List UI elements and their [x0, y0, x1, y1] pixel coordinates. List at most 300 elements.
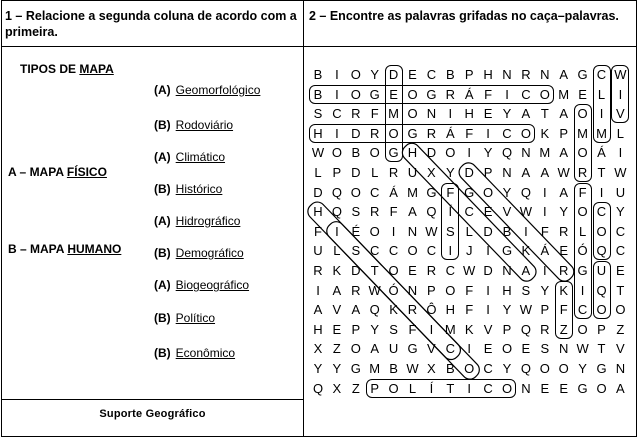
grid-letter: E [540, 380, 550, 396]
found-word-ring [574, 183, 592, 320]
grid-letter: S [351, 243, 361, 259]
grid-letter: I [599, 184, 604, 200]
match-option [154, 278, 249, 292]
grid-letter: C [596, 67, 607, 82]
match-option-name: Histórico [175, 182, 223, 196]
grid-letter: Y [616, 204, 625, 220]
grid-letter: O [501, 341, 513, 357]
grid-letter: T [597, 341, 606, 357]
grid-letter: G [577, 67, 588, 82]
grid-letter: Á [389, 184, 398, 200]
grid-letter: E [483, 204, 493, 220]
grid-letter: R [426, 263, 437, 278]
grid-letter: X [313, 341, 323, 357]
grid-letter: F [465, 125, 474, 141]
grid-letter: Z [616, 321, 625, 337]
grid-letter: R [445, 86, 455, 102]
grid-letter: S [521, 282, 531, 298]
tipos-title-text: TIPOS DE [20, 62, 80, 76]
grid-letter: K [559, 282, 569, 298]
match-option-key: (A) [154, 150, 171, 164]
grid-letter: W [406, 361, 419, 376]
grid-letter: O [596, 223, 607, 239]
grid-letter: N [407, 223, 418, 239]
grid-letter: O [596, 380, 607, 396]
grid-letter: C [426, 67, 437, 82]
grid-letter: V [427, 341, 436, 357]
grid-letter: K [389, 302, 398, 318]
grid-letter: O [577, 106, 588, 122]
grid-letter: G [369, 86, 380, 102]
match-option [154, 150, 225, 164]
grid-letter: Z [332, 341, 341, 357]
grid-letter: C [521, 86, 531, 102]
grid-letter: O [407, 106, 418, 122]
grid-letter: I [448, 106, 453, 122]
grid-letter: L [333, 243, 341, 259]
grid-letter: D [351, 263, 361, 278]
grid-letter: Q [312, 380, 324, 396]
grid-letter: O [445, 282, 456, 298]
grid-letter: F [408, 321, 417, 337]
grid-letter: B [313, 67, 323, 82]
grid-letter: L [314, 165, 322, 180]
grid-letter: F [559, 302, 568, 318]
grid-letter: U [313, 243, 323, 259]
grid-letter: Ô [426, 302, 437, 318]
grid-letter: L [616, 125, 624, 141]
grid-letter: O [388, 125, 399, 141]
grid-letter: I [335, 67, 339, 82]
grid-letter: C [596, 204, 607, 220]
grid-letter: E [408, 67, 417, 82]
grid-letter: I [524, 223, 528, 239]
grid-letter: A [559, 184, 569, 200]
option-b-word: HUMANO [67, 242, 122, 256]
grid-letter: G [388, 145, 399, 161]
match-option-key: (A) [154, 83, 171, 97]
grid-letter: D [464, 165, 474, 180]
grid-letter: Í [448, 204, 453, 220]
grid-letter: B [445, 67, 455, 82]
footer-divider [1, 399, 304, 400]
grid-letter: C [388, 243, 399, 259]
grid-letter: R [351, 282, 361, 298]
grid-letter: A [521, 165, 531, 180]
grid-letter: E [521, 341, 531, 357]
grid-letter: I [391, 223, 396, 239]
match-option-name: Geomorfológico [175, 83, 261, 97]
grid-letter: A [540, 165, 550, 180]
grid-letter: X [427, 165, 436, 180]
grid-letter: O [539, 86, 550, 102]
found-word-ring [385, 65, 403, 162]
grid-letter: C [369, 243, 380, 259]
grid-letter: O [388, 263, 399, 278]
grid-letter: X [332, 380, 342, 396]
grid-letter: Á [464, 86, 474, 102]
grid-letter: E [616, 263, 625, 278]
grid-letter: T [370, 263, 379, 278]
found-word-ring [593, 65, 611, 143]
grid-letter: G [426, 184, 437, 200]
grid-letter: O [407, 86, 418, 102]
match-option [154, 346, 235, 360]
grid-letter: O [483, 184, 494, 200]
grid-letter: O [577, 321, 588, 337]
grid-letter: Á [597, 145, 606, 161]
found-word-ring [366, 379, 516, 398]
match-option-name: Político [175, 311, 216, 325]
grid-letter: U [388, 341, 399, 357]
grid-letter: K [464, 321, 474, 337]
grid-letter: O [615, 302, 626, 318]
grid-letter: A [521, 106, 531, 122]
grid-letter: I [335, 125, 339, 141]
grid-letter: Z [559, 321, 568, 337]
grid-letter: I [467, 380, 471, 396]
grid-letter: P [559, 125, 569, 141]
grid-letter: B [389, 361, 398, 376]
grid-letter: O [577, 204, 588, 220]
grid-letter: G [407, 341, 418, 357]
grid-letter: G [350, 361, 361, 376]
match-option-key: (B) [154, 118, 171, 132]
grid-letter: D [483, 223, 493, 239]
grid-letter: H [502, 282, 512, 298]
grid-letter: X [427, 361, 436, 376]
grid-letter: E [332, 321, 342, 337]
grid-letter: Y [370, 67, 380, 82]
grid-letter: U [596, 263, 607, 278]
grid-letter: G [577, 263, 588, 278]
grid-letter: M [539, 145, 551, 161]
grid-letter: P [464, 67, 474, 82]
grid-letter: P [483, 165, 493, 180]
grid-letter: B [313, 86, 323, 102]
grid-letter: R [388, 165, 399, 180]
grid-letter: P [427, 282, 436, 298]
grid-letter: S [445, 223, 455, 239]
grid-letter: A [521, 263, 531, 278]
option-a-word: FÍSICO [66, 165, 107, 179]
grid-letter: W [557, 165, 570, 180]
grid-letter: I [542, 263, 547, 278]
grid-letter: I [486, 243, 490, 259]
word-search-grid [306, 64, 634, 412]
grid-letter: N [521, 145, 531, 161]
grid-letter: B [445, 361, 455, 376]
grid-letter: O [331, 145, 342, 161]
grid-letter: F [484, 86, 493, 102]
question-1-header: 1 – Relacione a segunda coluna de acordo com a primeira. [5, 9, 297, 39]
grid-letter: O [596, 302, 607, 318]
match-option [154, 311, 215, 325]
grid-letter: A [313, 302, 323, 318]
grid-letter: M [407, 184, 418, 200]
grid-letter: R [369, 125, 380, 141]
grid-letter: P [540, 302, 550, 318]
grid-letter: B [502, 223, 512, 239]
grid-letter: Z [351, 380, 360, 396]
grid-letter: I [429, 321, 434, 337]
grid-letter: G [426, 86, 437, 102]
grid-letter: O [350, 86, 361, 102]
grid-letter: E [559, 243, 569, 259]
grid-letter: M [388, 106, 400, 122]
grid-letter: D [313, 184, 323, 200]
grid-letter: E [408, 263, 417, 278]
grid-letter: C [483, 361, 493, 376]
grid-letter: O [369, 223, 380, 239]
grid-letter: Q [426, 204, 437, 220]
grid-letter: R [577, 165, 588, 180]
grid-letter: A [408, 204, 417, 220]
found-word-ring [555, 281, 573, 339]
found-word-ring [309, 85, 554, 104]
grid-letter: J [465, 243, 473, 259]
grid-letter: F [465, 282, 474, 298]
option-a-text: A – MAPA [8, 165, 67, 179]
grid-letter: Q [501, 145, 513, 161]
grid-letter: Y [502, 106, 512, 122]
grid-letter: T [597, 165, 606, 180]
grid-letter: L [578, 223, 587, 239]
grid-letter: E [389, 86, 398, 102]
grid-letter: F [370, 106, 379, 122]
grid-letter: E [483, 106, 493, 122]
grid-letter: H [313, 204, 323, 220]
option-a-label [8, 165, 107, 179]
grid-letter: I [580, 282, 585, 298]
grid-letter: S [351, 204, 361, 220]
grid-letter: N [521, 380, 531, 396]
grid-letter: V [502, 204, 512, 220]
grid-letter: Y [332, 361, 342, 376]
grid-letter: O [350, 67, 361, 82]
grid-letter: T [446, 380, 455, 396]
match-option-name: Econômico [175, 346, 236, 360]
footer-credit: Suporte Geográfico [99, 408, 206, 420]
grid-letter: I [542, 184, 547, 200]
grid-letter: V [332, 302, 342, 318]
grid-letter: M [558, 86, 570, 102]
grid-letter: N [426, 106, 437, 122]
grid-letter: C [615, 223, 626, 239]
grid-letter: A [370, 341, 380, 357]
grid-letter: A [559, 67, 569, 82]
grid-letter: R [351, 106, 361, 122]
grid-letter: N [502, 263, 512, 278]
grid-letter: T [540, 106, 549, 122]
grid-letter: O [407, 243, 418, 259]
grid-letter: O [369, 145, 380, 161]
grid-letter: A [559, 145, 569, 161]
grid-letter: N [502, 165, 512, 180]
grid-letter: Y [578, 361, 587, 376]
grid-letter: B [351, 145, 361, 161]
match-option-key: (A) [154, 278, 171, 292]
grid-letter: Y [370, 321, 380, 337]
grid-letter: W [614, 67, 627, 82]
grid-letter: Q [331, 184, 342, 200]
found-word-ring [593, 202, 611, 260]
grid-letter: Y [502, 184, 512, 200]
grid-letter: U [615, 184, 626, 200]
grid-letter: P [597, 321, 606, 337]
grid-letter: Á [540, 243, 550, 259]
grid-letter: L [597, 86, 606, 102]
grid-letter: C [577, 302, 588, 318]
grid-letter: A [332, 282, 342, 298]
grid-letter: I [599, 106, 604, 122]
grid-letter: Y [559, 204, 569, 220]
question-2-header: 2 – Encontre as palavras grifadas no caça–palavras. [309, 9, 619, 23]
grid-letter: H [313, 321, 323, 337]
found-word-ring [574, 104, 592, 182]
match-option-key: (A) [154, 214, 171, 228]
match-option-key: (B) [154, 182, 171, 196]
grid-letter: K [540, 125, 550, 141]
grid-letter: H [445, 302, 455, 318]
grid-letter: W [311, 145, 325, 161]
match-option-name: Biogeográfico [175, 278, 250, 292]
grid-letter: Q [596, 282, 607, 298]
grid-letter: F [540, 223, 549, 239]
grid-letter: V [616, 341, 625, 357]
grid-letter: N [502, 67, 512, 82]
match-option [154, 118, 233, 132]
grid-letter: H [464, 106, 474, 122]
grid-letter: É [351, 223, 361, 239]
grid-letter: O [464, 361, 475, 376]
grid-letter: F [389, 204, 398, 220]
grid-letter: E [483, 341, 493, 357]
grid-letter: G [577, 380, 588, 396]
option-b-text: B – MAPA [8, 242, 68, 256]
grid-letter: C [615, 243, 626, 259]
grid-letter: I [335, 223, 339, 239]
grid-letter: O [501, 380, 513, 396]
grid-letter: W [614, 165, 627, 180]
grid-letter: D [483, 263, 493, 278]
match-option [154, 182, 222, 196]
grid-letter: G [596, 361, 607, 376]
match-option-name: Climático [175, 150, 226, 164]
grid-letter: N [407, 282, 418, 298]
grid-letter: L [465, 223, 473, 239]
grid-letter: H [313, 125, 323, 141]
grid-letter: Í [429, 380, 434, 396]
grid-letter: Q [331, 204, 342, 220]
grid-letter: R [369, 204, 380, 220]
grid-letter: Ó [577, 243, 588, 259]
grid-letter: P [370, 380, 380, 396]
grid-letter: K [521, 243, 531, 259]
grid-letter: C [483, 380, 493, 396]
grid-letter: I [486, 125, 490, 141]
grid-letter: M [444, 321, 456, 337]
grid-letter: O [539, 361, 550, 376]
grid-letter: W [576, 341, 589, 357]
grid-letter: I [505, 86, 509, 102]
grid-letter: Q [520, 361, 531, 376]
grid-letter: E [559, 380, 569, 396]
grid-letter: W [519, 302, 533, 318]
grid-letter: I [486, 302, 490, 318]
grid-letter: K [332, 263, 342, 278]
grid-letter: W [368, 282, 381, 298]
tipos-title [20, 62, 114, 76]
grid-letter: I [316, 282, 320, 298]
grid-letter: N [558, 341, 569, 357]
grid-letter: L [408, 380, 417, 396]
grid-letter: U [407, 165, 418, 180]
grid-letter: C [332, 106, 342, 122]
grid-letter: F [314, 223, 322, 239]
grid-letter: C [426, 243, 437, 259]
grid-letter: Q [369, 302, 380, 318]
grid-letter: S [540, 341, 550, 357]
grid-letter: M [577, 125, 589, 141]
grid-letter: R [540, 321, 550, 337]
grid-letter: I [542, 204, 547, 220]
grid-letter: D [388, 67, 399, 82]
match-option-key: (B) [154, 246, 171, 260]
grid-letter: R [407, 302, 418, 318]
grid-letter: Y [540, 282, 550, 298]
grid-letter: O [520, 125, 531, 141]
grid-letter: E [578, 86, 587, 102]
grid-letter: I [618, 86, 623, 102]
grid-letter: R [558, 223, 569, 239]
column-divider [303, 0, 304, 437]
grid-letter: F [578, 184, 587, 200]
grid-letter: R [521, 67, 531, 82]
grid-letter: V [616, 106, 625, 122]
match-option-name: Rodoviário [175, 118, 234, 132]
grid-letter: Q [520, 184, 531, 200]
header-divider [1, 46, 637, 47]
grid-letter: C [464, 204, 474, 220]
grid-letter: S [389, 321, 398, 337]
grid-letter: Y [502, 302, 512, 318]
grid-letter: N [615, 361, 626, 376]
grid-letter: M [596, 125, 607, 141]
grid-letter: Y [502, 361, 512, 376]
match-option [154, 83, 260, 97]
grid-letter: O [558, 361, 569, 376]
grid-letter: R [426, 125, 437, 141]
grid-letter: C [445, 341, 455, 357]
grid-letter: T [616, 282, 625, 298]
grid-letter: I [486, 282, 490, 298]
grid-letter: V [483, 321, 493, 337]
grid-letter: F [465, 302, 474, 318]
found-word-ring [441, 183, 459, 261]
grid-letter: O [350, 184, 361, 200]
grid-letter: C [502, 125, 512, 141]
grid-letter: N [540, 67, 550, 82]
grid-letter: C [369, 184, 380, 200]
found-word-ring [593, 261, 611, 319]
grid-letter: W [425, 223, 438, 239]
grid-letter: A [351, 302, 361, 318]
grid-letter: Ó [388, 282, 399, 298]
tipos-title-word: MAPA [79, 62, 114, 76]
match-option-key: (B) [154, 346, 171, 360]
match-option [154, 214, 240, 228]
